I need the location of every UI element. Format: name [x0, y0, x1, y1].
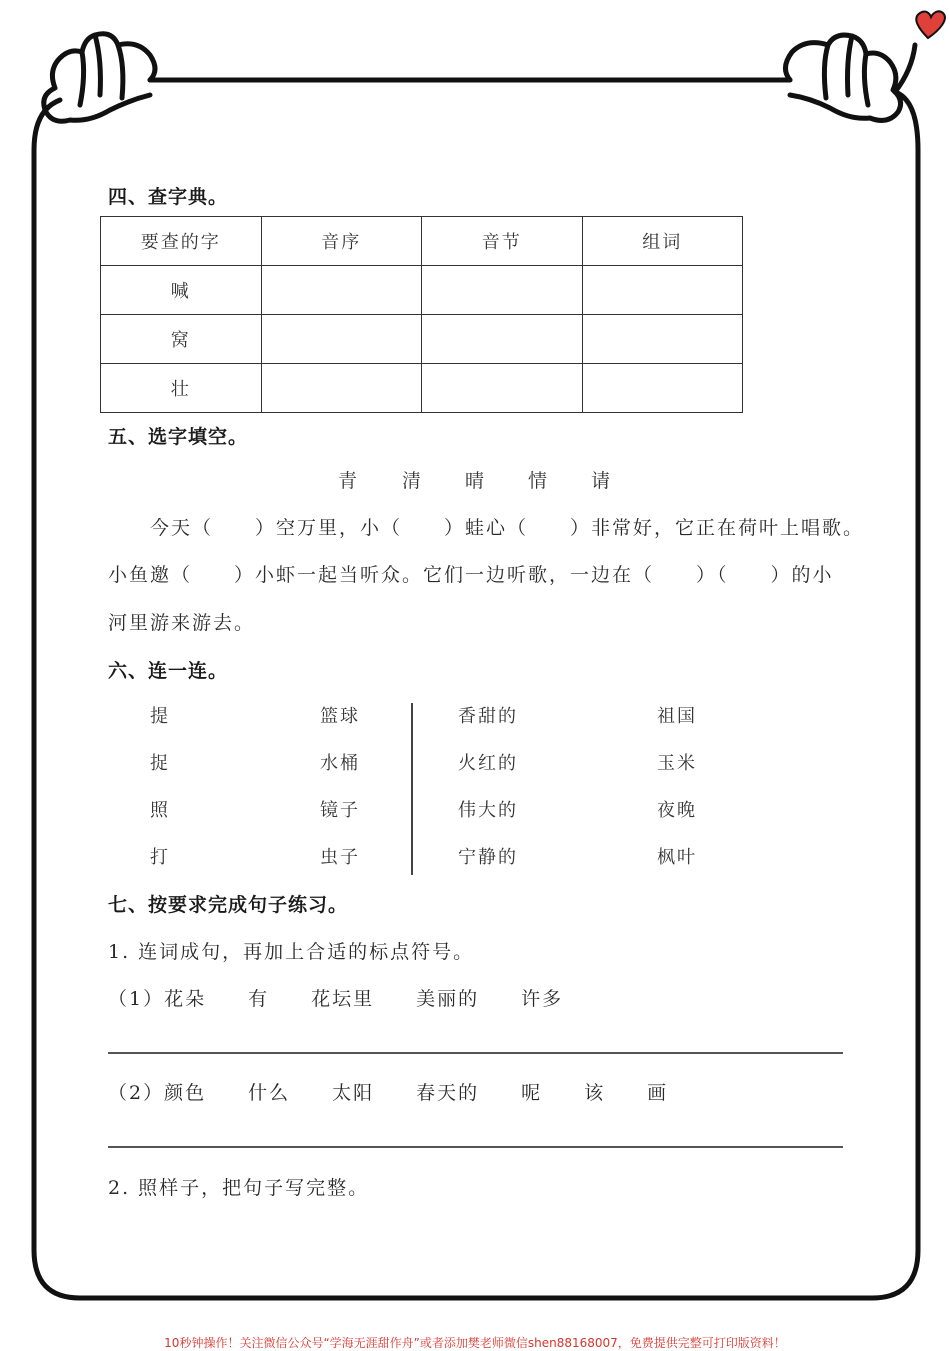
match-adjective[interactable]: 香甜的 [458, 706, 518, 727]
table-header-cell: 组词 [582, 217, 743, 266]
choice-char: 清 [402, 470, 422, 492]
question-2: 2. 照样子，把句子写完整。 [108, 1177, 370, 1199]
section-four-title: 四、查字典。 [108, 186, 229, 208]
question-1-1: （1）花朵 有 花坛里 美丽的 许多 [108, 988, 564, 1010]
right-hand-icon [785, 35, 900, 120]
match-verb[interactable]: 提 [150, 706, 170, 727]
table-cell-blank[interactable] [582, 315, 743, 364]
match-verb[interactable]: 照 [150, 800, 170, 821]
section-six-title: 六、连一连。 [108, 660, 229, 682]
table-header-cell: 音序 [261, 217, 422, 266]
question-1: 1. 连词成句，再加上合适的标点符号。 [108, 941, 475, 963]
table-cell-blank[interactable] [261, 266, 422, 315]
match-object[interactable]: 夜晚 [657, 800, 697, 821]
fill-blank-line-2: 小鱼邀（ ）小虾一起当听众。它们一边听歌，一边在（ ）（ ）的小 [108, 564, 834, 586]
match-divider [411, 703, 413, 875]
section-seven-title: 七、按要求完成句子练习。 [108, 894, 349, 916]
match-adjective[interactable]: 伟大的 [458, 800, 518, 821]
footer-notice: 10秒钟操作！关注微信公众号“学海无涯甜作舟”或者添加樊老师微信shen88168007，免费提供完整可打印版资料！ [164, 1336, 786, 1350]
table-cell-char: 窝 [101, 315, 262, 364]
choice-char: 请 [591, 470, 611, 492]
table-header-cell: 音节 [422, 217, 583, 266]
match-noun[interactable]: 镜子 [320, 800, 360, 821]
table-cell-blank[interactable] [582, 266, 743, 315]
heart-icon [916, 11, 945, 38]
choice-char: 情 [528, 470, 548, 492]
question-1-2: （2）颜色 什么 太阳 春天的 呢 该 画 [108, 1082, 669, 1104]
table-row [101, 266, 743, 315]
match-noun[interactable]: 水桶 [320, 753, 360, 774]
fill-blank-line-3: 河里游来游去。 [108, 612, 256, 634]
answer-line-1[interactable] [108, 1052, 843, 1054]
table-row [101, 364, 743, 413]
table-cell-char: 壮 [101, 364, 262, 413]
match-noun[interactable]: 虫子 [320, 847, 360, 868]
match-adjective[interactable]: 宁静的 [458, 847, 518, 868]
table-cell-blank[interactable] [582, 364, 743, 413]
choice-char: 青 [338, 470, 358, 492]
answer-line-2[interactable] [108, 1146, 843, 1148]
match-verb[interactable]: 捉 [150, 753, 170, 774]
table-header-row [101, 217, 743, 266]
match-object[interactable]: 玉米 [657, 753, 697, 774]
match-object[interactable]: 祖国 [657, 706, 697, 727]
match-noun[interactable]: 篮球 [320, 706, 360, 727]
section-five-title: 五、选字填空。 [108, 426, 249, 448]
table-header-cell: 要查的字 [101, 217, 262, 266]
match-adjective[interactable]: 火红的 [458, 753, 518, 774]
table-cell-char: 喊 [101, 266, 262, 315]
match-verb[interactable]: 打 [150, 847, 170, 868]
table-row [101, 315, 743, 364]
table-cell-blank[interactable] [261, 364, 422, 413]
table-cell-blank[interactable] [261, 315, 422, 364]
choice-char: 晴 [465, 470, 485, 492]
match-object[interactable]: 枫叶 [657, 847, 697, 868]
table-cell-blank[interactable] [422, 364, 583, 413]
table-cell-blank[interactable] [422, 315, 583, 364]
dictionary-table [100, 216, 743, 413]
fill-blank-line-1: 今天（ ）空万里，小（ ）蛙心（ ）非常好，它正在荷叶上唱歌。 [150, 517, 865, 539]
table-cell-blank[interactable] [422, 266, 583, 315]
